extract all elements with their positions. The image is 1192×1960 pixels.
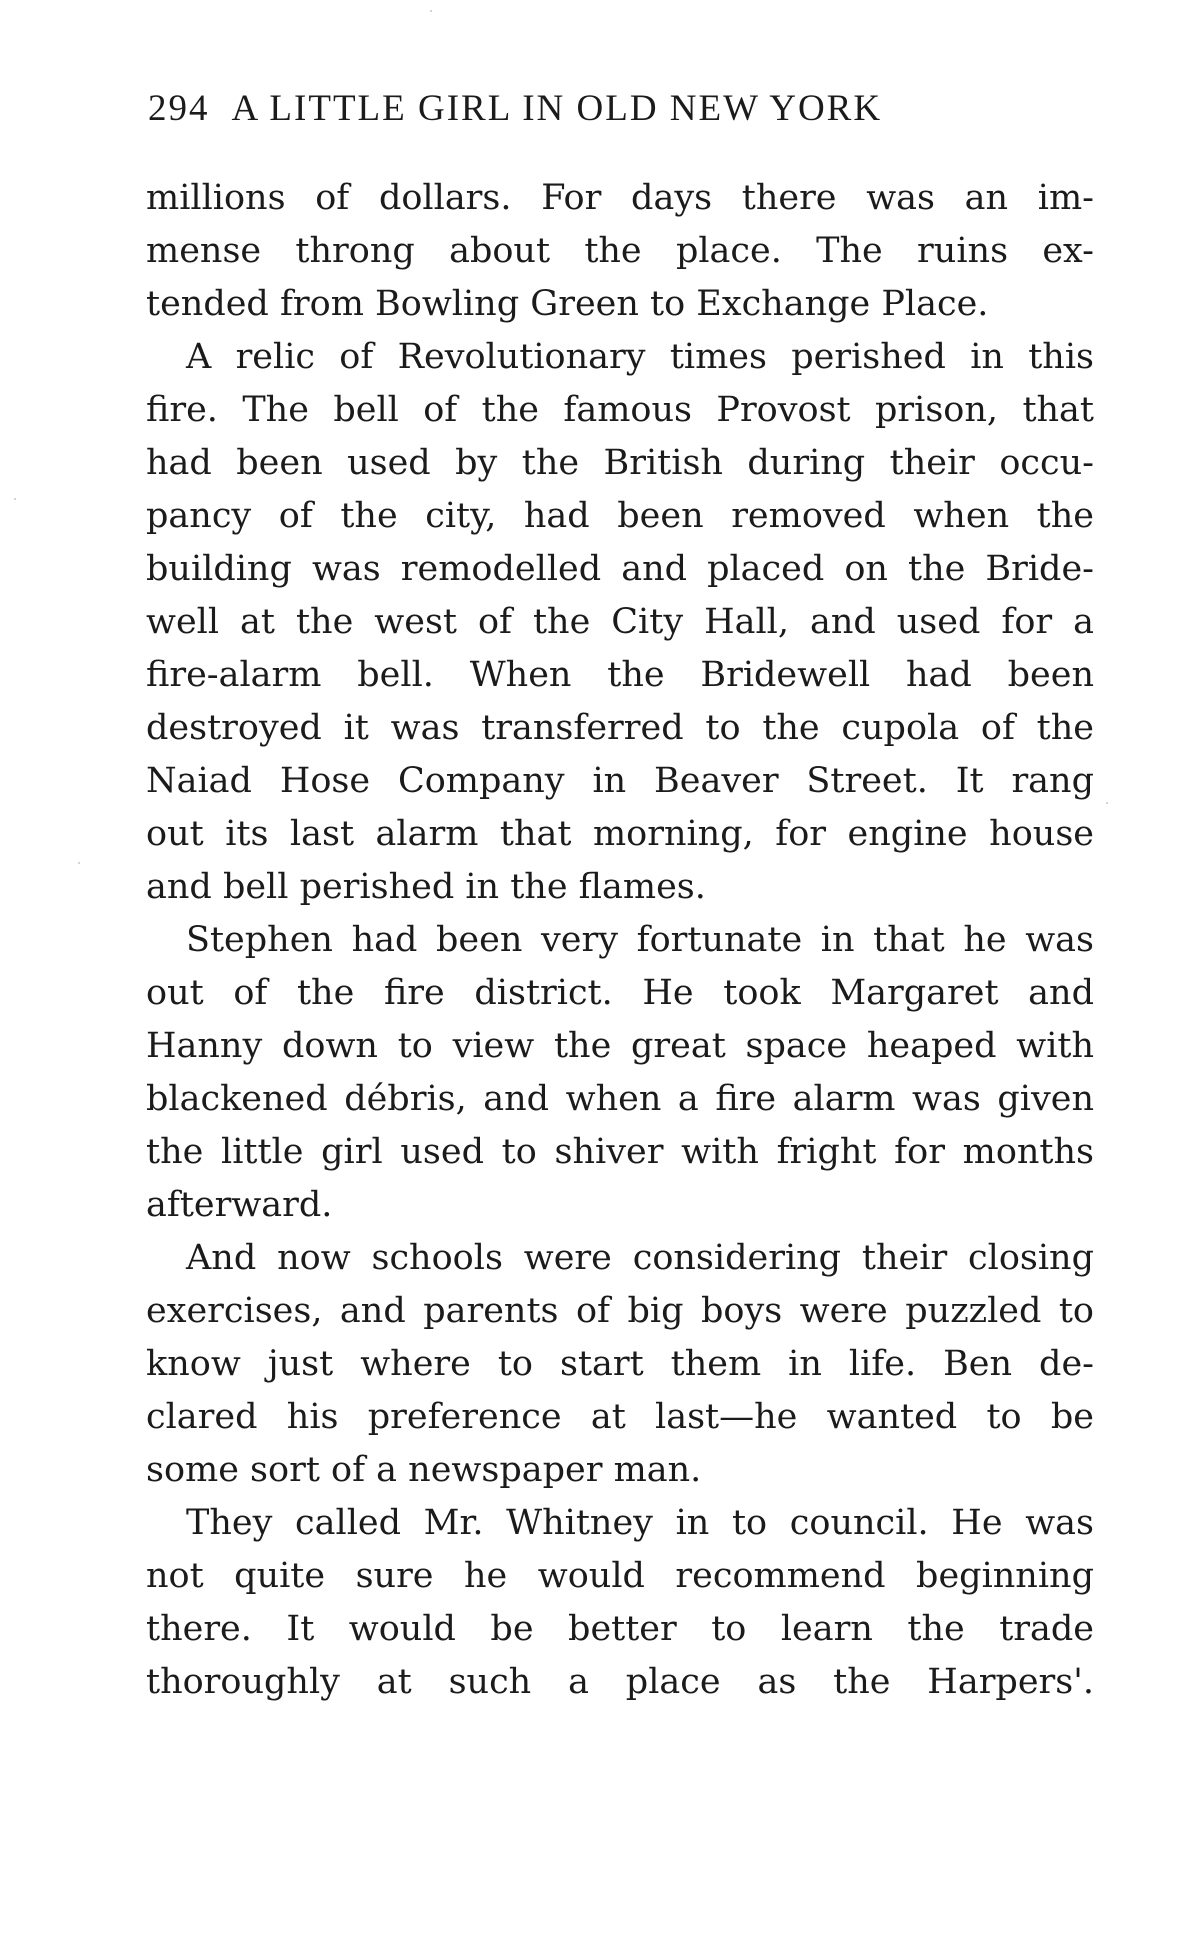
text-line: thoroughly at such a place as the Harpers'.	[146, 1662, 1094, 1702]
text-line: tended from Bowling Green to Exchange Place.	[146, 284, 989, 324]
text-line: know just where to start them in life. Ben de-	[146, 1344, 1094, 1384]
text-line: fire-alarm bell. When the Bridewell had been	[146, 655, 1094, 695]
text-line: there. It would be better to learn the trade	[146, 1609, 1094, 1649]
text-line: well at the west of the City Hall, and used for a	[146, 602, 1094, 642]
text-line: destroyed it was transferred to the cupola of the	[146, 708, 1094, 748]
text-line: some sort of a newspaper man.	[146, 1450, 702, 1490]
text-line: out its last alarm that morning, for engine house	[146, 814, 1094, 854]
paper-speck	[430, 10, 432, 12]
paper-speck	[1106, 802, 1108, 804]
text-line: building was remodelled and placed on the Bride-	[146, 549, 1094, 589]
text-line: fire. The bell of the famous Provost prison, that	[146, 390, 1094, 430]
text-line: and bell perished in the flames.	[146, 867, 706, 907]
text-line: the little girl used to shiver with fright for months	[146, 1132, 1094, 1172]
text-line: And now schools were considering their closing	[186, 1238, 1094, 1278]
text-line: exercises, and parents of big boys were puzzled to	[146, 1291, 1094, 1331]
text-line: mense throng about the place. The ruins ex-	[146, 231, 1094, 271]
text-line: They called Mr. Whitney in to council. He was	[186, 1503, 1094, 1543]
text-line: blackened débris, and when a fire alarm was given	[146, 1079, 1094, 1119]
text-line: A relic of Revolutionary times perished in this	[186, 337, 1094, 377]
text-line: pancy of the city, had been removed when the	[146, 496, 1094, 536]
text-line: afterward.	[146, 1185, 333, 1225]
paper-speck	[14, 498, 16, 500]
page-number: 294	[148, 88, 210, 129]
text-line: had been used by the British during their occu-	[146, 443, 1094, 483]
text-line: millions of dollars. For days there was an im-	[146, 178, 1094, 218]
book-title: A LITTLE GIRL IN OLD NEW YORK	[231, 88, 883, 129]
text-line: Hanny down to view the great space heaped with	[146, 1026, 1094, 1066]
text-line: clared his preference at last—he wanted to be	[146, 1397, 1094, 1437]
text-line: not quite sure he would recommend beginning	[146, 1556, 1094, 1596]
text-line: Naiad Hose Company in Beaver Street. It rang	[146, 761, 1094, 801]
body-text	[146, 172, 1094, 1709]
paper-speck	[78, 862, 80, 864]
text-line: out of the fire district. He took Margaret and	[146, 973, 1094, 1013]
running-head	[148, 84, 1048, 134]
text-line: Stephen had been very fortunate in that he was	[186, 920, 1094, 960]
